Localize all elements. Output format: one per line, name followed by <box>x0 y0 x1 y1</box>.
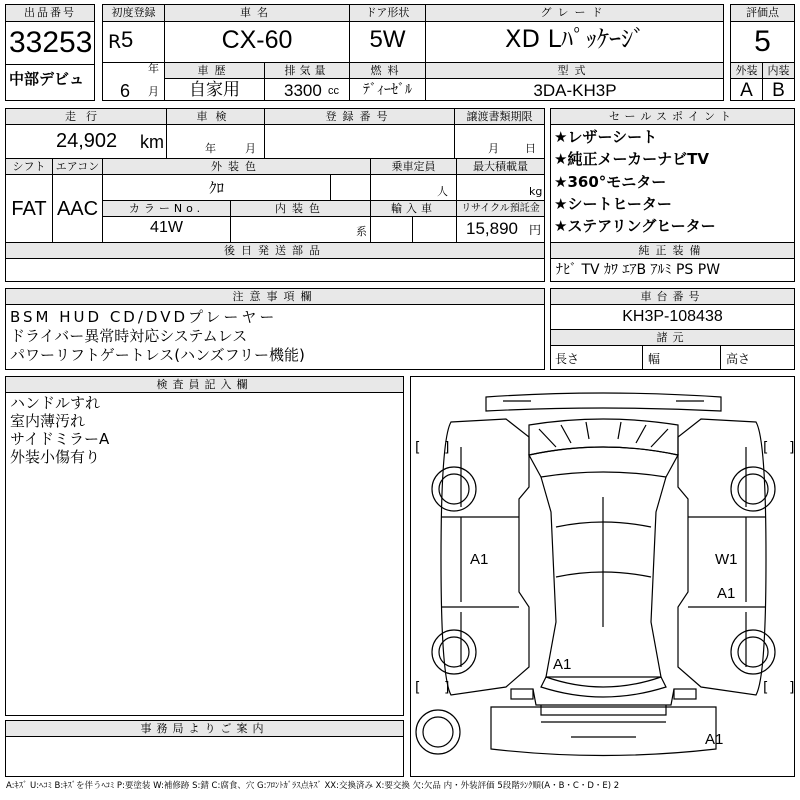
legend: A:ｷｽﾞ U:ﾍｺﾐ B:ｷｽﾞを伴うﾍｺﾐ P:要塗装 W:補修跡 S:錆 C:腐食、穴 G:ﾌﾛﾝﾄｶﾞﾗｽ点ｷｽﾞ XX:交換済み X:要交換 欠:欠品 内・外装評価 5段階ﾗﾝｸ順(A・B・C・D・E) 2 <box>6 781 620 791</box>
inspector-label: 検査員記入欄 <box>5 376 404 393</box>
history-label: 車歴 <box>164 62 265 79</box>
bracket-mark: ] <box>444 680 450 696</box>
reg-year: 5 <box>121 27 134 52</box>
door-type: 5W <box>369 26 406 53</box>
reg-month: 6 <box>120 81 131 101</box>
first-reg-label: 初度登録 <box>102 4 165 22</box>
exterior-label: 外装 <box>730 62 763 79</box>
damage-mark: W1 <box>715 551 738 568</box>
recycle-fee: 15,890 <box>466 219 518 238</box>
shift-label: シフト <box>5 158 53 175</box>
month-unit: 月 <box>148 85 159 98</box>
damage-mark: A1 <box>717 585 736 602</box>
inspection-month-unit: 月 <box>245 142 256 155</box>
length-label: 長さ <box>555 352 580 366</box>
damage-mark: A1 <box>553 656 572 673</box>
spare-tire-inner <box>423 717 453 747</box>
mileage-label: 走行 <box>5 108 167 125</box>
notes-label: 注意事項欄 <box>5 288 545 305</box>
rear-view-outline <box>491 707 716 756</box>
rating: 5 <box>754 25 771 58</box>
interior-grade: B <box>772 80 785 101</box>
rear-light-left <box>511 689 533 699</box>
bracket-mark: [ <box>763 440 769 456</box>
office-label: 事務局よりご案内 <box>5 720 404 737</box>
inspection-year-unit: 年 <box>205 142 216 155</box>
bracket-mark: [ <box>415 680 421 696</box>
inspector-note: サイドミラーA <box>10 430 110 448</box>
transfer-month-unit: 月 <box>488 142 499 155</box>
wheel-front-right-inner <box>738 474 768 504</box>
car-diagram <box>410 376 795 777</box>
grade-label: グレード <box>425 4 724 22</box>
interior-color-unit: 系 <box>356 225 367 238</box>
rear-view-detail <box>541 722 666 737</box>
exterior-color: ｸﾛ <box>208 179 224 197</box>
note-line: パワーリフトゲートレス(ハンズフリー機能) <box>10 346 305 364</box>
inspector-note: 室内薄汚れ <box>10 412 86 430</box>
sales-point-item: ★360°モニター <box>554 173 667 191</box>
later-parts-label: 後日発送部品 <box>5 242 545 259</box>
chassis-label: 車台番号 <box>550 288 795 305</box>
sales-point-item: ★レザーシート <box>554 128 658 146</box>
transfer-label: 譲渡書類期限 <box>454 108 545 125</box>
sales-point-item: ★ステアリングヒーター <box>554 217 716 235</box>
note-line: BSM HUD CD/DVDプレーヤー <box>10 308 278 326</box>
era: R <box>108 31 122 53</box>
color-number: 41W <box>150 219 183 236</box>
mileage: 24,902 <box>56 130 118 152</box>
rear-window <box>541 677 666 697</box>
car-name-label: 車名 <box>164 4 350 22</box>
color-label: 外装色 <box>102 158 371 175</box>
load-unit: kg <box>529 185 543 198</box>
model-label: 型式 <box>425 62 724 79</box>
fuel: ﾃﾞｨｰｾﾞﾙ <box>363 82 412 98</box>
lot-number-label: 出品番号 <box>5 4 95 22</box>
color-no-label: カラーNo. <box>102 200 231 217</box>
recycle-unit: 円 <box>529 223 542 237</box>
air-conditioner: AAC <box>56 198 99 220</box>
plate-label: 登録番号 <box>264 108 455 125</box>
rating-label: 評価点 <box>730 4 795 22</box>
sales-point-item: ★純正メーカーナビTV <box>554 150 709 168</box>
inspector-note: 外装小傷有り <box>10 448 101 466</box>
note-line: ドライバー異常時対応システムレス <box>10 327 248 345</box>
lot-number: 33253 <box>9 26 93 59</box>
windshield <box>529 447 678 477</box>
hood-slats <box>539 422 668 447</box>
sales-point-item: ★シートヒーター <box>554 195 672 213</box>
width-label: 幅 <box>648 352 661 366</box>
displacement: 3300 <box>284 81 322 100</box>
displacement-label: 排気量 <box>264 62 350 79</box>
inspector-note: ハンドルすれ <box>10 394 101 412</box>
bracket-mark: ] <box>789 680 795 696</box>
dimensions-label: 諸元 <box>550 329 795 346</box>
equipment-label: 純正装備 <box>550 242 795 259</box>
damage-mark: A1 <box>705 731 724 748</box>
recycle-label: リサイクル預託金 <box>456 200 545 217</box>
sales-points-label: セールスポイント <box>550 108 795 125</box>
bracket-mark: [ <box>763 680 769 696</box>
grade: XD Lﾊﾟｯｹｰｼﾞ <box>505 25 645 53</box>
capacity-label: 乗車定員 <box>370 158 457 175</box>
displacement-unit: cc <box>328 85 339 97</box>
shift: FAT <box>11 198 47 220</box>
ac-label: エアコン <box>52 158 103 175</box>
capacity-unit: 人 <box>437 185 448 198</box>
car-name: CX-60 <box>221 26 293 54</box>
damage-mark: A1 <box>470 551 489 568</box>
fuel-label: 燃料 <box>349 62 426 79</box>
mileage-unit: km <box>140 132 164 152</box>
door-label: ドア形状 <box>349 4 426 22</box>
import-label: 輸入車 <box>370 200 457 217</box>
interior-label: 内装 <box>762 62 795 79</box>
bracket-mark: ] <box>444 440 450 456</box>
transfer-day-unit: 日 <box>525 142 536 155</box>
bracket-mark: ] <box>789 440 795 456</box>
wheel-front-left-inner <box>439 474 469 504</box>
inspection-label: 車検 <box>166 108 265 125</box>
year-unit: 年 <box>148 62 159 75</box>
car-diagram-svg <box>411 377 795 777</box>
roof-outline <box>529 419 678 455</box>
car-history: 自家用 <box>189 80 240 100</box>
rear-light-right <box>674 689 696 699</box>
height-label: 高さ <box>726 352 751 366</box>
bracket-mark: [ <box>415 440 421 456</box>
front-bumper-outline <box>486 393 721 411</box>
exterior-grade: A <box>740 80 753 101</box>
debut-label: 中部デビュ <box>9 70 85 88</box>
model-code: 3DA-KH3P <box>533 81 617 100</box>
chassis-number: KH3P-108438 <box>622 308 723 325</box>
load-label: 最大積載量 <box>456 158 545 175</box>
interior-color-label: 内装色 <box>230 200 371 217</box>
standard-equipment: ﾅﾋﾞ TV ｶﾜ ｴｱB ｱﾙﾐ PS PW <box>556 262 721 278</box>
